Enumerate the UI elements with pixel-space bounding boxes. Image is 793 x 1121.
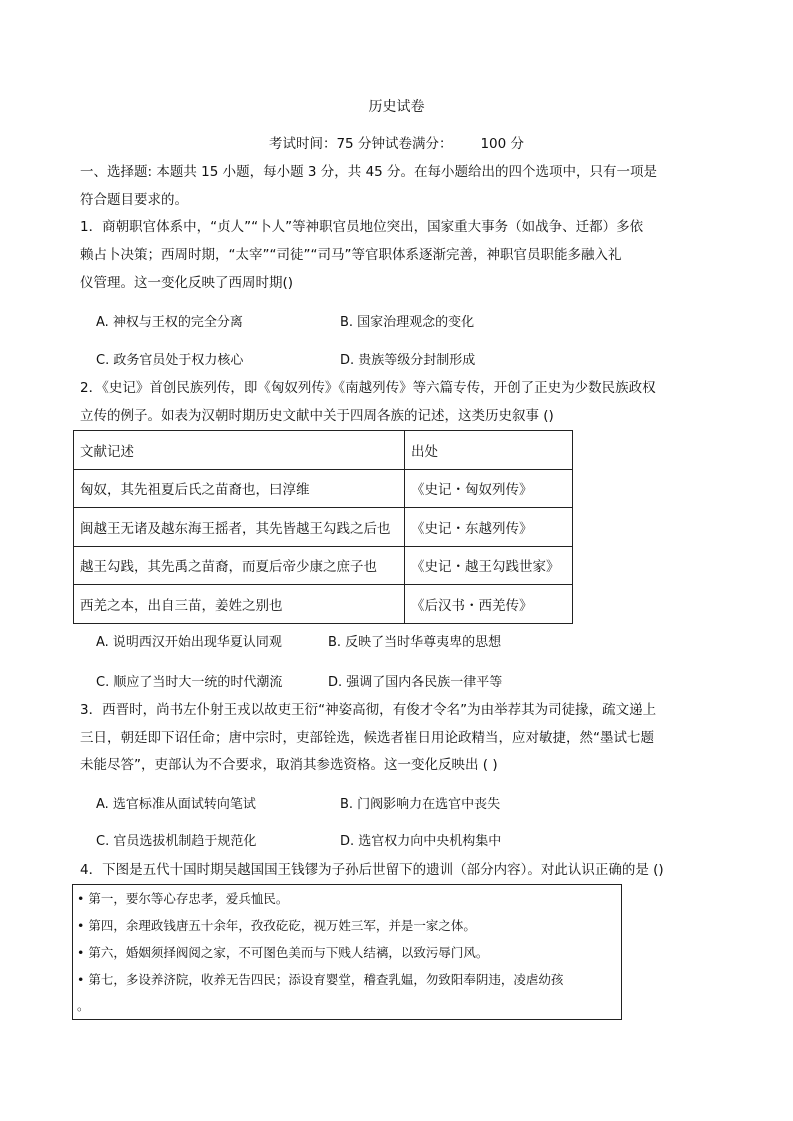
section-intro: 一、选择题: 本题共 15 小题，每小题 3 分，共 45 分。在每小题给出的四个选项中，只有一项是 <box>80 164 658 180</box>
q1-option-b: B. 国家治理观念的变化 <box>340 315 475 330</box>
table-row <box>74 546 573 585</box>
table-cell-source: 《后汉书・西羌传》 <box>405 585 573 624</box>
source-table <box>73 430 573 624</box>
q1-line-2: 赖占卜决策；西周时期，“太宰”“司徒”“司马”等官职体系逐渐完善，神职官员职能多融入礼 <box>80 247 622 263</box>
table-row <box>74 508 573 547</box>
testament-line: 。 <box>77 998 90 1013</box>
table-cell-source: 《史记・越王勾践世家》 <box>405 546 573 585</box>
table-cell-record: 西羌之本，出自三苗，姜姓之别也 <box>74 585 405 624</box>
table-cell-source: 《史记・匈奴列传》 <box>405 469 573 508</box>
exam-info <box>0 132 793 152</box>
q3-option-b: B. 门阀影响力在选官中丧失 <box>340 797 501 812</box>
q2-option-b: B. 反映了当时华尊夷卑的思想 <box>328 635 502 650</box>
q2-option-a: A. 说明西汉开始出现华夏认同观 <box>96 635 282 650</box>
q3-option-d: D. 选官权力向中央机构集中 <box>340 834 502 849</box>
table-cell-record: 越王勾践，其先禹之苗裔，而夏后帝少康之庶子也 <box>74 546 405 585</box>
table-cell-record: 匈奴，其先祖夏后氏之苗裔也，曰淳维 <box>74 469 405 508</box>
table-cell-source: 《史记・东越列传》 <box>405 508 573 547</box>
q3-option-c: C. 官员选拔机制趋于规范化 <box>96 834 257 849</box>
q3-option-a: A. 选官标准从面试转向笔试 <box>96 797 256 812</box>
page-title: 历史试卷 <box>368 99 425 115</box>
q1-line-3: 仪管理。这一变化反映了西周时期() <box>80 275 294 291</box>
full-score: 100 分 <box>480 136 525 152</box>
q1-line-1: 1．商朝职官体系中，“贞人”“卜人”等神职官员地位突出，国家重大事务（如战争、迁都）多依 <box>80 219 644 235</box>
q1-option-c: C. 政务官员处于权力核心 <box>96 353 244 368</box>
table-header-source: 出处 <box>405 431 573 470</box>
q2-line-1: 2．《史记》首创民族列传，即《匈奴列传》《南越列传》等六篇专传，开创了正史为少数民族政权 <box>80 380 656 396</box>
testament-line: • 第四，余理政钱唐五十余年，孜孜矻矻，视万姓三军，并是一家之体。 <box>77 918 476 933</box>
q4-line-1: 4．下图是五代十国时期吴越国国王钱镠为子孙后世留下的遗训（部分内容）。对此认识正确的是 () <box>80 862 664 878</box>
table-cell-record: 闽越王无诸及越东海王摇者，其先皆越王勾践之后也 <box>74 508 405 547</box>
testament-box <box>72 884 622 1020</box>
q1-option-d: D. 贵族等级分封制形成 <box>340 353 476 368</box>
exam-time-label: 考试时间：75 分钟试卷满分： <box>268 136 453 152</box>
testament-line: • 第六，婚姻须择阀阅之家，不可图色美而与下贱人结褵，以致污辱门风。 <box>77 945 489 960</box>
q2-line-2: 立传的例子。如表为汉朝时期历史文献中关于四周各族的记述，这类历史叙事 () <box>80 408 554 424</box>
q3-line-2: 三日，朝廷即下诏任命；唐中宗时，吏部铨选，候选者崔日用论政精当，应对敏捷，然“墨试七题 <box>80 730 654 746</box>
q2-option-d: D. 强调了国内各民族一律平等 <box>328 675 503 690</box>
q2-option-c: C. 顺应了当时大一统的时代潮流 <box>96 675 283 690</box>
section-intro-cont: 符合题目要求的。 <box>80 192 188 208</box>
testament-line: • 第一，要尔等心存忠孝，爱兵恤民。 <box>77 891 289 906</box>
table-header-row <box>74 431 573 470</box>
q3-line-1: 3．西晋时，尚书左仆射王戎以故吏王衍“神姿高彻，有俊才令名”为由举荐其为司徒掾，疏文递上 <box>80 702 657 718</box>
table-row <box>74 585 573 624</box>
table-row <box>74 469 573 508</box>
table-header-record: 文献记述 <box>74 431 405 470</box>
q3-line-3: 未能尽答”，吏部认为不合要求，取消其参选资格。这一变化反映出 ( ) <box>80 757 498 773</box>
q1-option-a: A. 神权与王权的完全分离 <box>96 315 243 330</box>
testament-line: • 第七，多设养济院，收养无告四民；添设育婴堂，稽查乳媪，勿致阳奉阴违，凌虐幼孩 <box>77 972 564 987</box>
